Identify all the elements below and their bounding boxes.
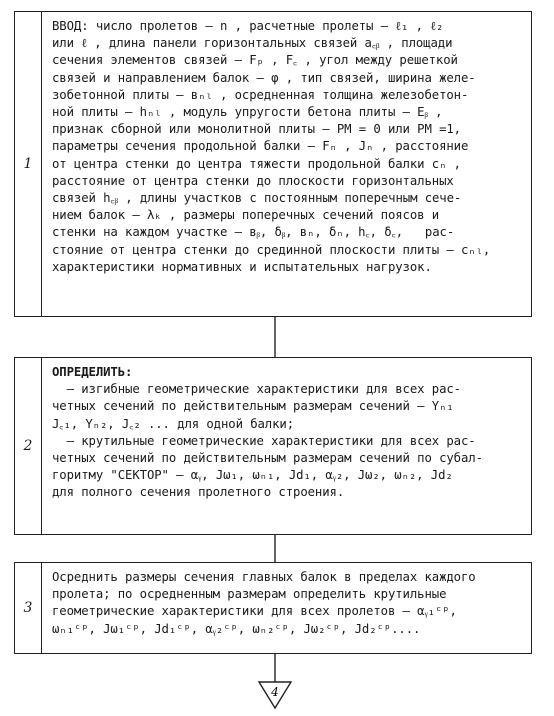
block-line: горитму "СЕКТОР" – αᵧ, Jω₁, ωₙ₁, Jd₁, αᵧ₂, Jω₂, ωₙ₂, Jd₂	[52, 468, 453, 483]
block-line: связей и направлением балок – φ , тип связей, ширина желе-	[52, 70, 476, 85]
block-line: от центра стенки до центра тяжести продольной балки cₙ ,	[52, 156, 461, 171]
block-text	[42, 358, 531, 534]
block-line: стенки на каждом участке – вᵦ, δᵦ, вₙ, δₙ, h꜀, δ꜀, рас-	[52, 225, 455, 240]
block-line: четных сечений по действительным размерам сечений – Yₙ₁	[52, 399, 454, 414]
block-line: – крутильные геометрические характеристики для всех рас-	[52, 433, 476, 448]
block-line: параметры сечения продольной балки – Fₙ , Jₙ , расстояние	[52, 139, 469, 154]
block-line: ωₙ₁ᶜᵖ, Jω₁ᶜᵖ, Jd₁ᶜᵖ, αᵧ₂ᶜᵖ, ωₙ₂ᶜᵖ, Jω₂ᶜᵖ, Jd₂ᶜᵖ....	[52, 621, 421, 636]
block-line: – изгибные геометрические характеристики для всех рас-	[52, 382, 461, 397]
block-line: зобетонной плиты – вₙₗ , осредненная толщина железобетон-	[52, 87, 469, 102]
block-line: нием балок – λₖ , размеры поперечных сечений поясов и	[52, 208, 440, 223]
block-number: 2	[15, 358, 42, 534]
block-line: J꜀₁, Yₙ₂, J꜀₂ ... для одной балки;	[52, 416, 295, 431]
block-text	[42, 12, 531, 316]
block-line: ной плиты – hₙₗ , модуль упругости бетона плиты – Eᵦ ,	[52, 105, 443, 120]
block-line: для полного сечения пролетного строения.	[52, 485, 345, 500]
process-block-input	[14, 11, 532, 317]
process-block-determine	[14, 357, 532, 535]
block-number: 1	[15, 12, 42, 316]
block-number: 3	[15, 563, 42, 653]
block-line: ВВОД: число пролетов – n , расчетные пролеты – ℓ₁ , ℓ₂	[52, 19, 444, 33]
block-line: четных сечений по действительным размерам сечений по субал-	[52, 451, 483, 466]
block-line: признак сборной или монолитной плиты – PM = 0 или PM =1,	[52, 122, 461, 137]
process-block-average	[14, 562, 532, 654]
block-text	[42, 563, 531, 653]
block-heading: ОПРЕДЕЛИТЬ:	[52, 365, 133, 379]
block-line: сечения элементов связей – Fₚ , F꜀ , угол между решеткой	[52, 53, 458, 68]
block-line: расстояние от центра стенки до плоскости горизонтальных	[52, 173, 454, 188]
block-line: связей h꜀ᵦ , длины участков с постоянным поперечным сече-	[52, 191, 462, 206]
block-line: характеристики нормативных и испытательных нагрузок.	[52, 259, 432, 274]
block-line: Осреднить размеры сечения главных балок в пределах каждого	[52, 570, 476, 584]
block-line: стояние от центра стенки до срединной плоскости плиты – cₙₗ,	[52, 242, 491, 257]
offpage-connector-label: 4	[271, 685, 279, 699]
block-line: геометрические характеристики для всех пролетов – αᵧ₁ᶜᵖ,	[52, 604, 457, 619]
block-line: или ℓ , длина панели горизонтальных связей a꜀ᵦ , площади	[52, 36, 453, 51]
block-line: пролета; по осредненным размерам определить крутильные	[52, 587, 447, 602]
